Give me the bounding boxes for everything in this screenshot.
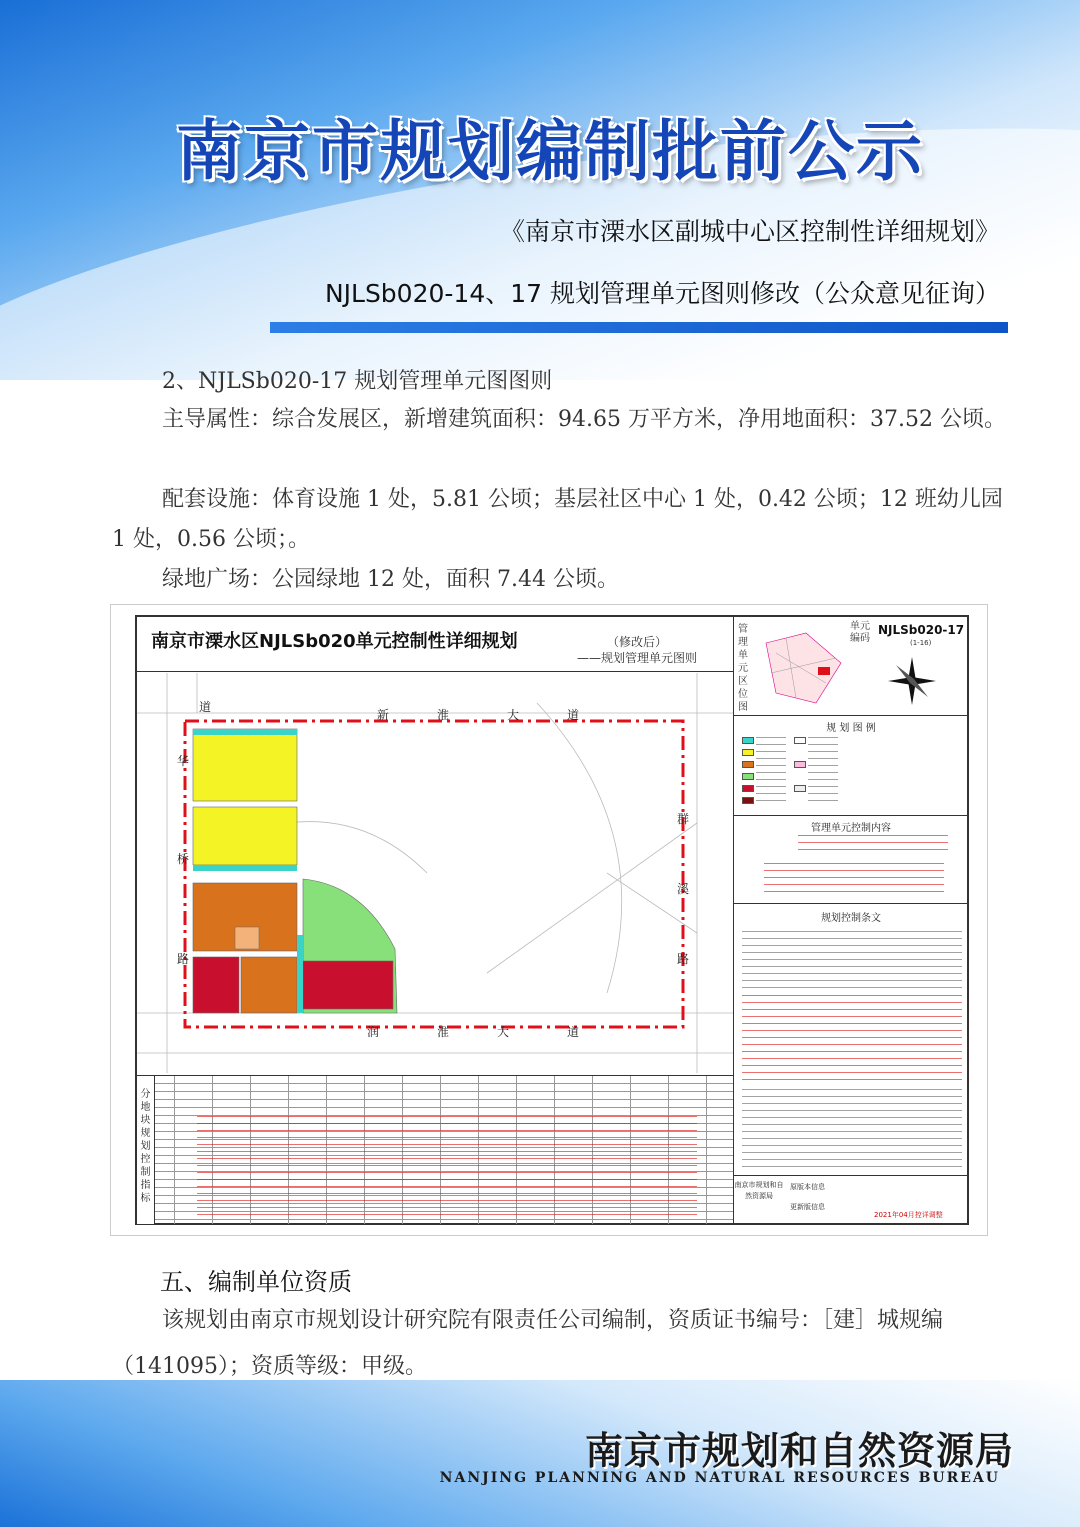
rules-text <box>742 931 962 991</box>
road-label-south-2: 淮 <box>437 1025 450 1039</box>
road-label-east-2: 溪 <box>677 882 690 896</box>
road-label-south-1: 润 <box>367 1025 380 1039</box>
road-label-west-1: 道 <box>199 700 212 714</box>
planning-map-figure <box>110 604 988 1236</box>
unit-location-marker <box>818 667 830 675</box>
rules-text-red <box>742 995 962 1085</box>
unit-code-scale: (1-16) <box>910 639 932 647</box>
table-side-label: 分地块规划控制指标 <box>137 1076 155 1224</box>
compass-icon <box>884 653 940 709</box>
control-heading: 管理单元控制内容 <box>811 823 891 834</box>
road-label-east-3: 路 <box>677 952 690 966</box>
page-title: 南京市规划编制批前公示 <box>176 112 924 190</box>
title-underline-bar <box>270 322 1008 333</box>
parcel-sports-1 <box>193 957 239 1013</box>
road-label-west-3: 桥 <box>177 852 190 866</box>
road-label-south-3: 大 <box>497 1025 510 1039</box>
parcel-control-table <box>137 1075 733 1224</box>
facility-values <box>764 863 944 893</box>
updated-info-label: 更新版信息 <box>790 1203 825 1211</box>
land-use-map <box>137 673 733 1073</box>
road-label-south-4: 道 <box>567 1025 580 1039</box>
legend-heading: 规 划 图 例 <box>826 723 876 734</box>
section-heading: 2、NJLSb020-17 规划管理单元图图则 <box>162 369 553 394</box>
bureau-name-cn: 南京市规划和自然资源局 <box>584 1428 1014 1473</box>
map-agency-block <box>734 1175 968 1224</box>
area-map-label: 管理单元区位图 <box>738 624 748 713</box>
location-minimap <box>756 623 848 711</box>
plan-subtitle: NJLSb020-14、17 规划管理单元图则修改（公众意见征询） <box>324 279 1000 308</box>
parcel-sports-2 <box>303 961 393 1009</box>
map-subtitle: ——规划管理单元图则 <box>577 651 698 665</box>
table-red-rows <box>197 1116 697 1216</box>
parcel-residential-1 <box>193 729 297 801</box>
unit-code-label: 单元编码 <box>850 621 870 644</box>
road-label-west-4: 路 <box>177 952 190 966</box>
panel-divider-1 <box>734 715 968 716</box>
parcel-community-center <box>235 927 259 949</box>
green-space-paragraph: 绿地广场：公园绿地 12 处，面积 7.44 公顷。 <box>162 567 619 592</box>
unit-code: NJLSb020-17 <box>878 623 965 637</box>
original-info-label: 原版本信息 <box>790 1183 825 1191</box>
parcel-residential-2 <box>193 807 297 865</box>
map-frame <box>135 615 969 1225</box>
plan-name: 《南京市溧水区副城中心区控制性详细规划》 <box>499 217 1000 246</box>
road-label-east-1: 群 <box>677 812 690 826</box>
road-label-west-2: 华 <box>177 754 190 768</box>
attributes-paragraph: 主导属性：综合发展区，新增建筑面积：94.65 万平方米，净用地面积：37.52 公顷。 <box>162 407 1006 432</box>
map-title: 南京市溧水区NJLSb020单元控制性详细规划 <box>151 631 518 652</box>
panel-divider-2 <box>734 815 968 816</box>
map-header-divider <box>137 671 733 672</box>
facilities-paragraph: 配套设施：体育设施 1 处，5.81 公顷；基层社区中心 1 处，0.42 公顷；12 班幼儿园 1 处，0.56 公顷；。 <box>112 487 1003 552</box>
bureau-name-en: NANJING PLANNING AND NATURAL RESOURCES BUREAU <box>439 1470 1000 1486</box>
section-five-body: 该规划由南京市规划设计研究院有限责任公司编制，资质证书编号：［建］城规编（141095）；资质等级：甲级。 <box>112 1308 944 1379</box>
control-values <box>798 835 948 851</box>
rules-text-2 <box>742 1089 962 1169</box>
road-label-north-2: 淮 <box>437 708 450 722</box>
road-label-north-3: 大 <box>507 708 520 722</box>
road-label-north-1: 新 <box>377 708 390 722</box>
map-revision-note: （修改后） <box>607 635 668 649</box>
update-date: 2021年04月控详调整 <box>874 1211 943 1219</box>
rules-heading: 规划控制条文 <box>821 913 881 924</box>
section-five-heading: 五、编制单位资质 <box>160 1268 352 1296</box>
parcel-green-strip-west <box>297 935 303 1013</box>
parcel-commercial-2 <box>241 957 297 1013</box>
map-agency: 南京市规划和自然资源局 <box>734 1181 784 1200</box>
road-label-north-4: 道 <box>567 708 580 722</box>
map-right-panel <box>733 617 968 1223</box>
panel-divider-3 <box>734 903 968 904</box>
